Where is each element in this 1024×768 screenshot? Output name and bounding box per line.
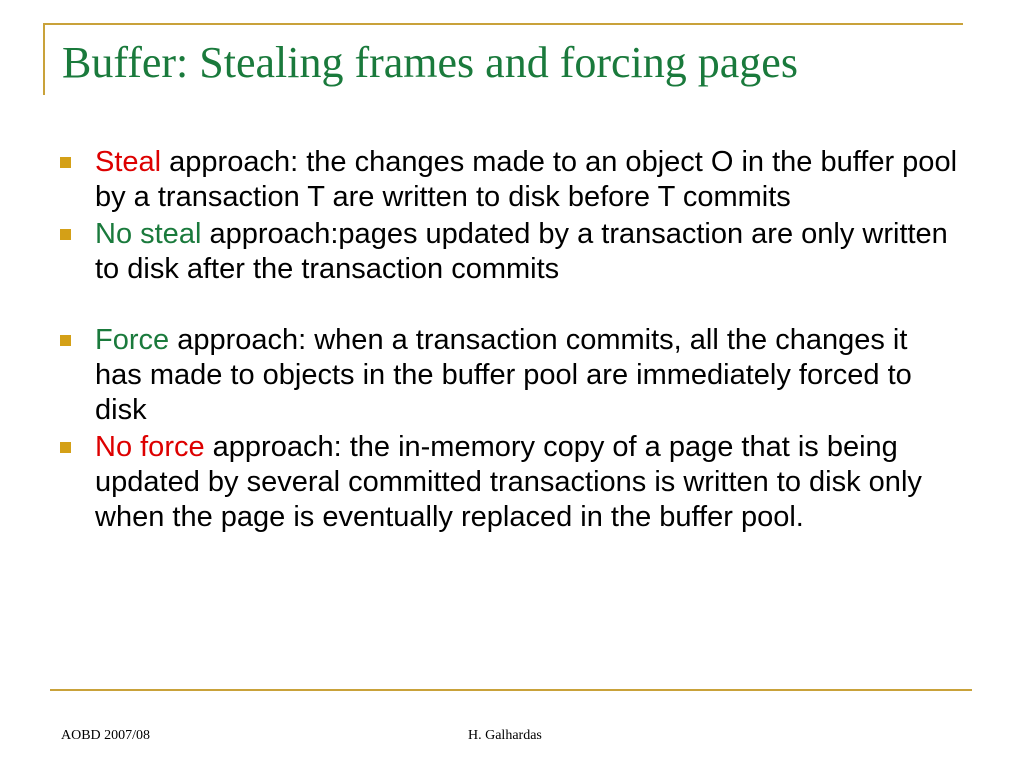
footer-course: AOBD 2007/08	[61, 728, 151, 743]
bullet-marker-icon	[60, 442, 71, 453]
bullet-keyword: Force	[95, 324, 170, 356]
title-frame-top-line	[43, 23, 963, 25]
bullet-marker-icon	[60, 157, 71, 168]
bullet-text: approach:pages updated by a transaction are only written to disk after the transaction commits	[95, 218, 948, 285]
bullet-force	[60, 323, 960, 428]
title-frame-left-line	[43, 23, 45, 95]
footer-author: H. Galhardas	[468, 728, 542, 743]
bullet-no-force	[60, 430, 960, 535]
bullet-keyword: Steal	[95, 146, 162, 178]
slide-title: Buffer: Stealing frames and forcing pages	[62, 38, 798, 87]
bullet-text: approach: the changes made to an object O in the buffer pool by a transaction T are written to disk before T commits	[95, 146, 958, 213]
bullet-text: approach: when a transaction commits, all the changes it has made to objects in the buffer pool are immediately forced to disk	[95, 324, 912, 426]
bullet-no-steal	[60, 217, 960, 287]
footer-divider	[50, 689, 972, 691]
bullet-marker-icon	[60, 229, 71, 240]
bullet-keyword: No force	[95, 431, 205, 463]
bullet-text: approach: the in-memory copy of a page that is being updated by several committed transactions is written to disk only when the page is eventually replaced in the buffer pool.	[95, 431, 922, 533]
bullet-steal	[60, 145, 960, 215]
bullet-keyword: No steal	[95, 218, 202, 250]
bullet-marker-icon	[60, 335, 71, 346]
bullet-list	[60, 145, 960, 537]
